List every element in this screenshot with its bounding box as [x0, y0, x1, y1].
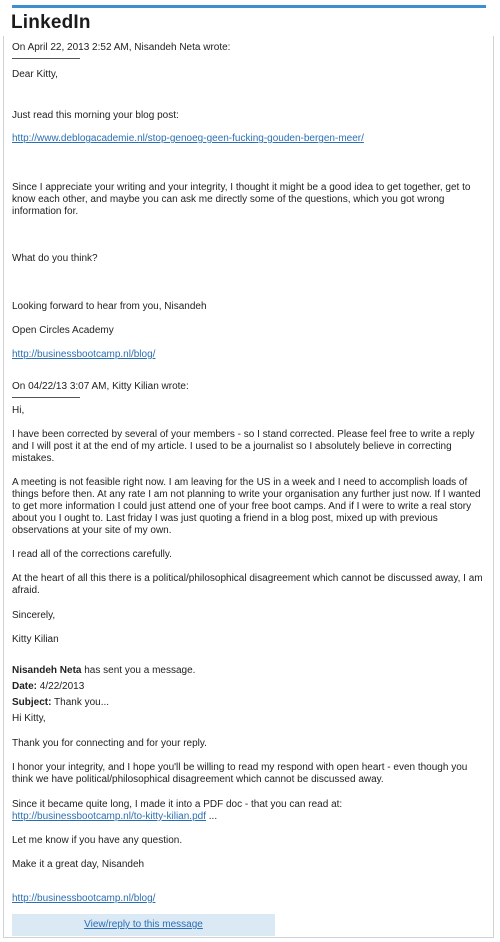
- pdf-link[interactable]: http://businessbootcamp.nl/to-kitty-kilian.pdf: [12, 811, 206, 822]
- subject-value: Thank you...: [51, 697, 110, 708]
- reply-paragraph-1: I have been corrected by several of your members - so I stand corrected. Please feel free to write a reply and I will post it at the end of my article. I used to be a journalist so I absolutely believe in correcting mistakes.: [12, 429, 475, 464]
- date-line: [12, 681, 490, 693]
- subject-label: Subject:: [12, 697, 52, 708]
- message-greeting: Hi Kitty,: [12, 713, 46, 724]
- subject-line: [12, 697, 490, 709]
- original-paragraph-1: Just read this morning your blog post:: [12, 110, 179, 121]
- message-paragraph-5: Make it a great day, Nisandeh: [12, 859, 145, 870]
- reply-greeting: Hi,: [12, 405, 25, 416]
- original-paragraph-4: Looking forward to hear from you, Nisandeh: [12, 301, 207, 312]
- message-paragraph-4: Let me know if you have any question.: [12, 835, 183, 846]
- original-paragraph-3: What do you think?: [12, 253, 98, 264]
- blog-post-link[interactable]: http://www.deblogacademie.nl/stop-genoeg-geen-fucking-gouden-bergen-meer/: [12, 133, 364, 144]
- date-label: Date:: [12, 681, 38, 692]
- original-paragraph-2: Since I appreciate your writing and your integrity, I thought it might be a good idea to get together, get to know each other, and maybe you can ask me directly some of the questions, which you got wrong information for.: [12, 182, 471, 217]
- pdf-suffix: ...: [205, 811, 218, 822]
- brand-accent-bar: [12, 5, 486, 8]
- pdf-line: [12, 811, 490, 823]
- date-value: 4/22/2013: [37, 681, 85, 692]
- original-organization: Open Circles Academy: [12, 325, 114, 336]
- sender-name: Nisandeh Neta: [12, 665, 82, 676]
- message-paragraph-2: I honor your integrity, and I hope you'll be willing to read my respond with open heart - even though you think we have political/philosophical disagreement which cannot be discussed away.: [12, 762, 468, 785]
- reply-paragraph-3: I read all of the corrections carefully.: [12, 549, 172, 560]
- original-blog-link[interactable]: http://businessbootcamp.nl/blog/: [12, 349, 156, 360]
- reply-paragraph-4: At the heart of all this there is a political/philosophical disagreement which cannot be discussed away, I am afraid.: [12, 573, 483, 596]
- reply-signoff: Sincerely,: [12, 610, 56, 621]
- quote-divider: [12, 397, 80, 398]
- sender-line: [12, 665, 490, 677]
- reply-signature: Kitty Kilian: [12, 634, 59, 645]
- footer-blog-link[interactable]: http://businessbootcamp.nl/blog/: [12, 893, 156, 904]
- sender-suffix: has sent you a message.: [81, 665, 196, 676]
- view-reply-button[interactable]: [12, 914, 275, 936]
- original-greeting: Dear Kitty,: [12, 69, 58, 80]
- quote-header-original: On April 22, 2013 2:52 AM, Nisandeh Neta wrote:: [12, 42, 231, 53]
- quote-header-reply: On 04/22/13 3:07 AM, Kitty Kilian wrote:: [12, 381, 189, 392]
- message-paragraph-1: Thank you for connecting and for your reply.: [12, 738, 207, 749]
- quote-divider: [12, 58, 80, 59]
- reply-paragraph-2: A meeting is not feasible right now. I am leaving for the US in a week and I need to accomplish loads of things before then. At any rate I am not planning to write your organisation any further just now. If I wanted to get more information I could just attend one of your free boot camps. And if I were to write a real story about you I ought to. Last friday I was just quoting a friend in a blog post, mixed up with previous observations at your site of my own.: [12, 477, 481, 536]
- message-paragraph-3: Since it became quite long, I made it into a PDF doc - that you can read at:: [12, 799, 343, 810]
- view-reply-link[interactable]: View/reply to this message: [84, 919, 203, 930]
- linkedin-logo: LinkedIn: [11, 12, 91, 33]
